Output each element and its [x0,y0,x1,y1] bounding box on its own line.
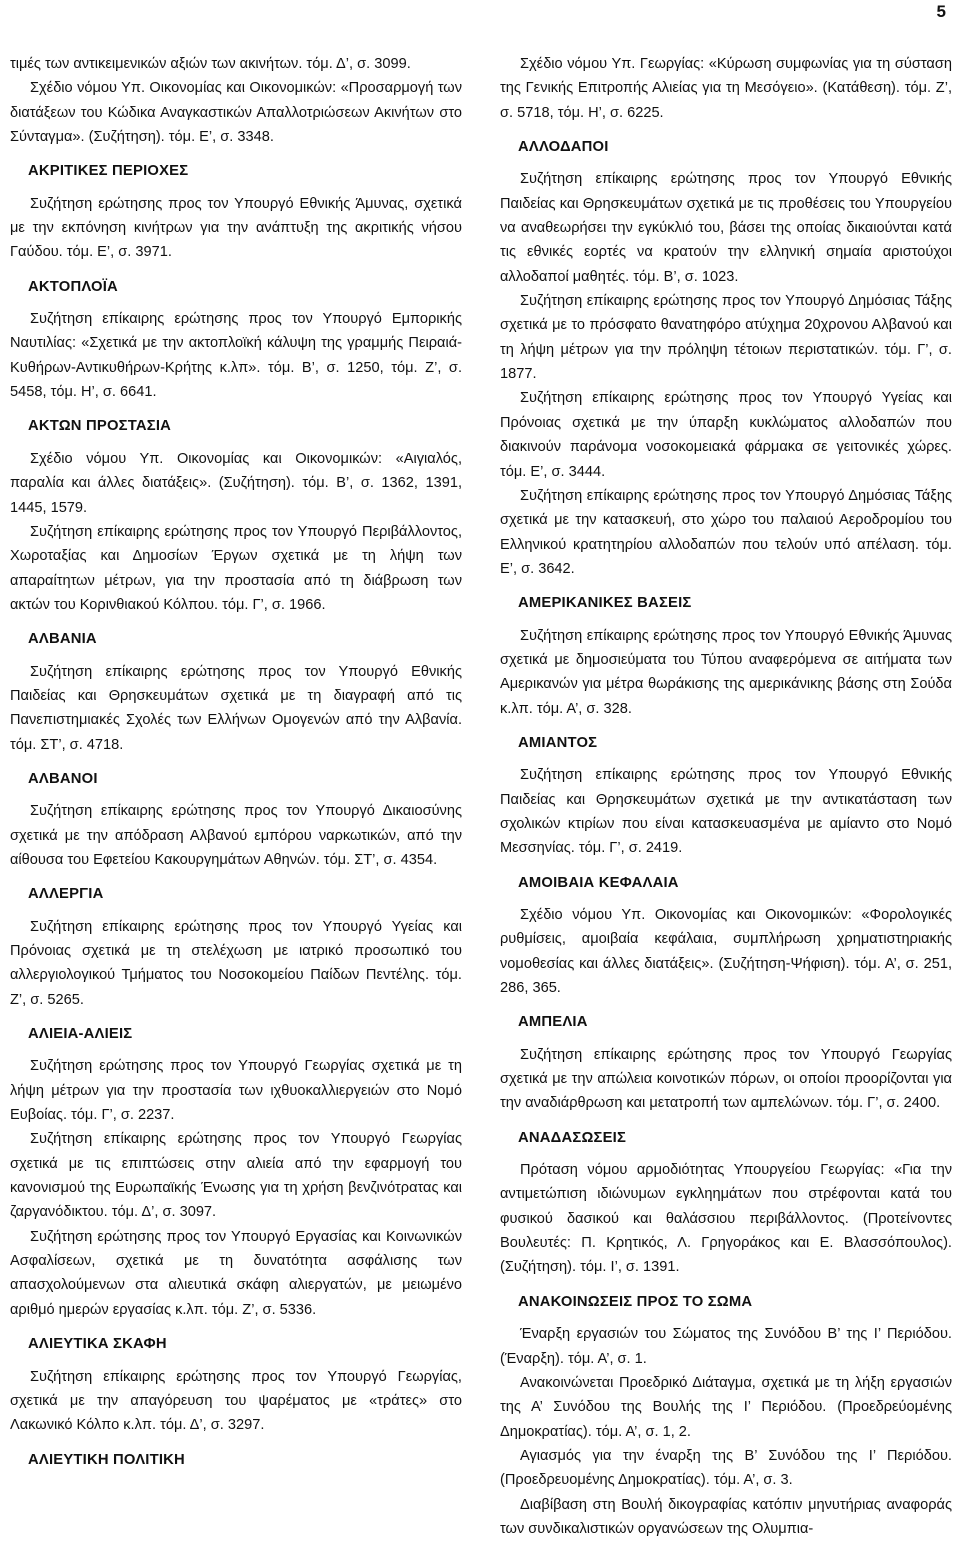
index-entry: Συζήτηση ερώτησης προς τον Υπουργό Εθνικής Άμυνας, σχετικά με την εκπόνηση κινήτρων για την ανάπτυξη της ακριτικής νήσου Γαύδου. τόμ. Ε’, σ. 3971. [10,195,462,261]
index-entry: Συζήτηση επίκαιρης ερώτησης προς τον Υπουργό Εθνικής Παιδείας και Θρησκευμάτων σχετικά με τις προθέσεις του Υπουργείου να αναθεωρήσει την εγκύκλιό του, βάσει της οποίας δικαιούνται κατά τις εθνικές εορτές να κρατούν την ελληνική σημαία αριστούχοι αλλοδαποί μαθητές. τόμ. Β’, σ. 1023. [500,171,952,285]
index-entry: τιμές των αντικειμενικών αξιών των ακινήτων. τόμ. Δ’, σ. 3099. [10,56,411,72]
index-heading: ΑΚΡΙΤΙΚΕΣ ΠΕΡΙΟΧΕΣ [28,163,189,180]
index-entry: Συζήτηση ερώτησης προς τον Υπουργό Εργασίας και Κοινωνικών Ασφαλίσεων, σχετικά με τη δυνατότητα ασφάλισης των απασχολούμενων στα αλιευτικά σκάφη αλιεργατών, με μειωμένο αριθμό ημερών εργασίας κ.λπ. τόμ. Ζ’, σ. 5336. [10,1228,462,1318]
index-entry: Συζήτηση επίκαιρης ερώτησης προς τον Υπουργό Υγείας και Πρόνοιας σχετικά με την ύπαρξη κυκλώματος αλλοδαπών που διακινούν παράνομα νοσοκομειακά φάρμακα σε γειτονικές χώρες. τόμ. Ε’, σ. 3444. [500,390,952,480]
index-heading: ΑΛΒΑΝΟΙ [28,770,98,787]
index-heading: ΑΚΤΟΠΛΟΪΑ [28,278,118,295]
index-heading: ΑΚΤΩΝ ΠΡΟΣΤΑΣΙΑ [28,418,172,435]
index-entry: Συζήτηση ερώτησης προς τον Υπουργό Γεωργίας σχετικά με τη λήψη μέτρων για την προστασία των ιχθυοκαλλιεργειών στο Νομό Ευβοίας. τόμ. Γ’, σ. 2237. [10,1058,462,1124]
index-entry: Συζήτηση επίκαιρης ερώτησης προς τον Υπουργό Περιβάλλοντος, Χωροταξίας και Δημοσίων Έργων σχετικά με τη λήψη των απαραίτητων μέτρων, για την προστασία από τη διάβρωση των ακτών του Κορινθιακού Κόλπου. τόμ. Γ’, σ. 1966. [10,523,462,613]
index-entry: Έναρξη εργασιών του Σώματος της Συνόδου Β’ της Ι’ Περιόδου. (Έναρξη). τόμ. Α’, σ. 1. [500,1326,952,1367]
index-entry: Συζήτηση επίκαιρης ερώτησης προς τον Υπουργό Υγείας και Πρόνοιας σχετικά με τη στελέχωση με ιατρικό προσωπικό του αλλεργιολογικού Τμήματος του Νοσοκομείου Παίδων Πεντέλης. τόμ. Ζ’, σ. 5265. [10,918,462,1008]
index-heading: ΑΜΠΕΛΙΑ [518,1014,588,1031]
index-heading: ΑΛΙΕΥΤΙΚΗ ΠΟΛΙΤΙΚΗ [28,1451,185,1468]
index-entry: Συζήτηση επίκαιρης ερώτησης προς τον Υπουργό Εθνικής Παιδείας και Θρησκευμάτων σχετικά με τη διαγραφή από τις Πανεπιστημιακές Σχολές των Ελλήνων Ομογενών από την Αλβανία. τόμ. ΣΤ’, σ. 4718. [10,663,462,753]
right-column [500,52,952,1541]
index-heading: ΑΛΒΑΝΙΑ [28,631,97,648]
index-entry: Σχέδιο νόμου Υπ. Οικονομίας και Οικονομικών: «Φορολογικές ρυθμίσεις, αμοιβαία κεφάλαια, συμπλήρωση χρηματιστηριακής νομοθεσίας και άλλες διατάξεις». (Συζήτηση-Ψήφιση). τόμ. Α’, σ. 251, 286, 365. [500,907,952,997]
index-entry: Συζήτηση επίκαιρης ερώτησης προς τον Υπουργό Γεωργίας σχετικά με τις επιπτώσεις στην αλιεία από την εφαρμογή του κανονισμού της Ευρωπαϊκής Ένωσης για τη χρήση βενζινότρατας και ζαργανόδικτου. τόμ. Δ’, σ. 3097. [10,1131,462,1221]
index-entry: Σχέδιο νόμου Υπ. Οικονομίας και Οικονομικών: «Προσαρμογή των διατάξεων του Κώδικα Αναγκαστικών Απαλλοτριώσεων Ακινήτων στο Σύνταγμα». (Συζήτηση). τόμ. Ε’, σ. 3348. [10,80,462,146]
index-heading: ΑΝΑΔΑΣΩΣΕΙΣ [518,1129,627,1146]
index-entry: Συζήτηση επίκαιρης ερώτησης προς τον Υπουργό Εθνικής Άμυνας σχετικά με δημοσιεύματα του Τύπου αναφερόμενα σε αιτήματα των Αμερικανών για μέτρα θωράκισης της αμερικάνικης βάσης στη Σούδα κ.λπ. τόμ. Α’, σ. 328. [500,627,952,717]
index-entry: Συζήτηση επίκαιρης ερώτησης προς τον Υπουργό Γεωργίας σχετικά με την απώλεια κοινοτικών πόρων, οι οποίοι προορίζονται για την αναδιάρθρωση και μετατροπή των αμπελώνων. τόμ. Γ’, σ. 2400. [500,1046,952,1112]
index-entry: Πρόταση νόμου αρμοδιότητας Υπουργείου Γεωργίας: «Για την αντιμετώπιση ιδιώνυμων εγκληημάτων που στρέφονται κατά του φυσικού δασικού και θαλάσσιου περιβάλλοντος. (Προτείνοντες Βουλευτές: Π. Κρητικός, Λ. Γρηγοράκος και Ε. Βλασσόπουλος). (Συζήτηση). τόμ. Ι’, σ. 1391. [500,1162,952,1276]
index-heading: ΑΜΕΡΙΚΑΝΙΚΕΣ ΒΑΣΕΙΣ [518,595,692,612]
index-entry: Συζήτηση επίκαιρης ερώτησης προς τον Υπουργό Δικαιοσύνης σχετικά με την απόδραση Αλβανού εμπόρου ναρκωτικών, από την αίθουσα του Εφετείου Κακουργημάτων Αθηνών. τόμ. ΣΤ’, σ. 4354. [10,803,462,868]
index-heading: ΑΛΙΕΥΤΙΚΑ ΣΚΑΦΗ [28,1336,167,1353]
index-heading: ΑΜΙΑΝΤΟΣ [518,734,598,751]
index-entry: Σχέδιο νόμου Υπ. Οικονομίας και Οικονομικών: «Αιγιαλός, παραλία και άλλες διατάξεις». (Συζήτηση). τόμ. Β’, σ. 1362, 1391, 1445, 1579. [10,450,462,516]
index-entry: Ανακοινώνεται Προεδρικό Διάταγμα, σχετικά με τη λήξη εργασιών της Α’ Συνόδου της Βουλής της Ι’ Περιόδου. (Προεδρεύομένης Δημοκρατίας). τόμ. Α’, σ. 1, 2. [500,1374,952,1440]
left-column [10,52,462,1472]
index-heading: ΑΛΛΕΡΓΙΑ [28,886,104,903]
index-entry: Συζήτηση επίκαιρης ερώτησης προς τον Υπουργό Εθνικής Παιδείας και Θρησκευμάτων σχετικά με την αντικατάσταση των σχολικών κτιρίων που είναι κατασκευασμένα με αμίαντο στο Νομό Μεσσηνίας. τόμ. Γ’, σ. 2419. [500,767,952,857]
index-entry: Συζήτηση επίκαιρης ερώτησης προς τον Υπουργό Εμπορικής Ναυτιλίας: «Σχετικά με την ακτοπλοϊκή κάλυψη της γραμμής Πειραιά-Κυθήρων-Αντικυθήρων-Κρήτης κ.λπ». τόμ. Β’, σ. 1250, τόμ. Ζ’, σ. 5458, τόμ. Η’, σ. 6641. [10,311,462,401]
index-entry: Σχέδιο νόμου Υπ. Γεωργίας: «Κύρωση συμφωνίας για τη σύσταση της Γενικής Επιτροπής Αλιείας για τη Μεσόγειο». (Κατάθεση). τόμ. Ζ’, σ. 5718, τόμ. Η’, σ. 6225. [500,56,952,121]
index-entry: Συζήτηση επίκαιρης ερώτησης προς τον Υπουργό Γεωργίας, σχετικά με την απαγόρευση του ψαρέματος με «τράτες» στο Λακωνικό Κόλπο κ.λπ. τόμ. Δ’, σ. 3297. [10,1368,462,1434]
index-entry: Συζήτηση επίκαιρης ερώτησης προς τον Υπουργό Δημόσιας Τάξης σχετικά με την κατασκευή, στο χώρο του παλαιού Αεροδρομίου του Ελληνικού κρατητηρίου αλλοδαπών που τελούν υπό απέλαση. τόμ. Ε’, σ. 3642. [500,487,952,577]
page-number: 5 [936,2,946,21]
index-entry: Διαβίβαση στη Βουλή δικογραφίας κατόπιν μηνυτήριας αναφοράς των συνδικαλιστικών οργανώσεων της Ολυμπια- [500,1496,952,1537]
index-heading: ΑΛΛΟΔΑΠΟΙ [518,139,609,156]
index-entry: Συζήτηση επίκαιρης ερώτησης προς τον Υπουργό Δημόσιας Τάξης σχετικά με το πρόσφατο θανατηφόρο ατύχημα 20χρονου Αλβανού και τη λήψη μέτρων για την πρόληψη τέτοιων περιστατικών. τόμ. Γ’, σ. 1877. [500,293,952,383]
index-heading: ΑΜΟΙΒΑΙΑ ΚΕΦΑΛΑΙΑ [518,874,679,891]
index-entry: Αγιασμός για την έναρξη της Β’ Συνόδου της Ι’ Περιόδου. (Προεδρευομένης Δημοκρατίας). τόμ. Α’, σ. 3. [500,1447,952,1489]
index-heading: ΑΝΑΚΟΙΝΩΣΕΙΣ ΠΡΟΣ ΤΟ ΣΩΜΑ [518,1293,753,1310]
index-heading: ΑΛΙΕΙΑ-ΑΛΙΕΙΣ [28,1026,133,1043]
